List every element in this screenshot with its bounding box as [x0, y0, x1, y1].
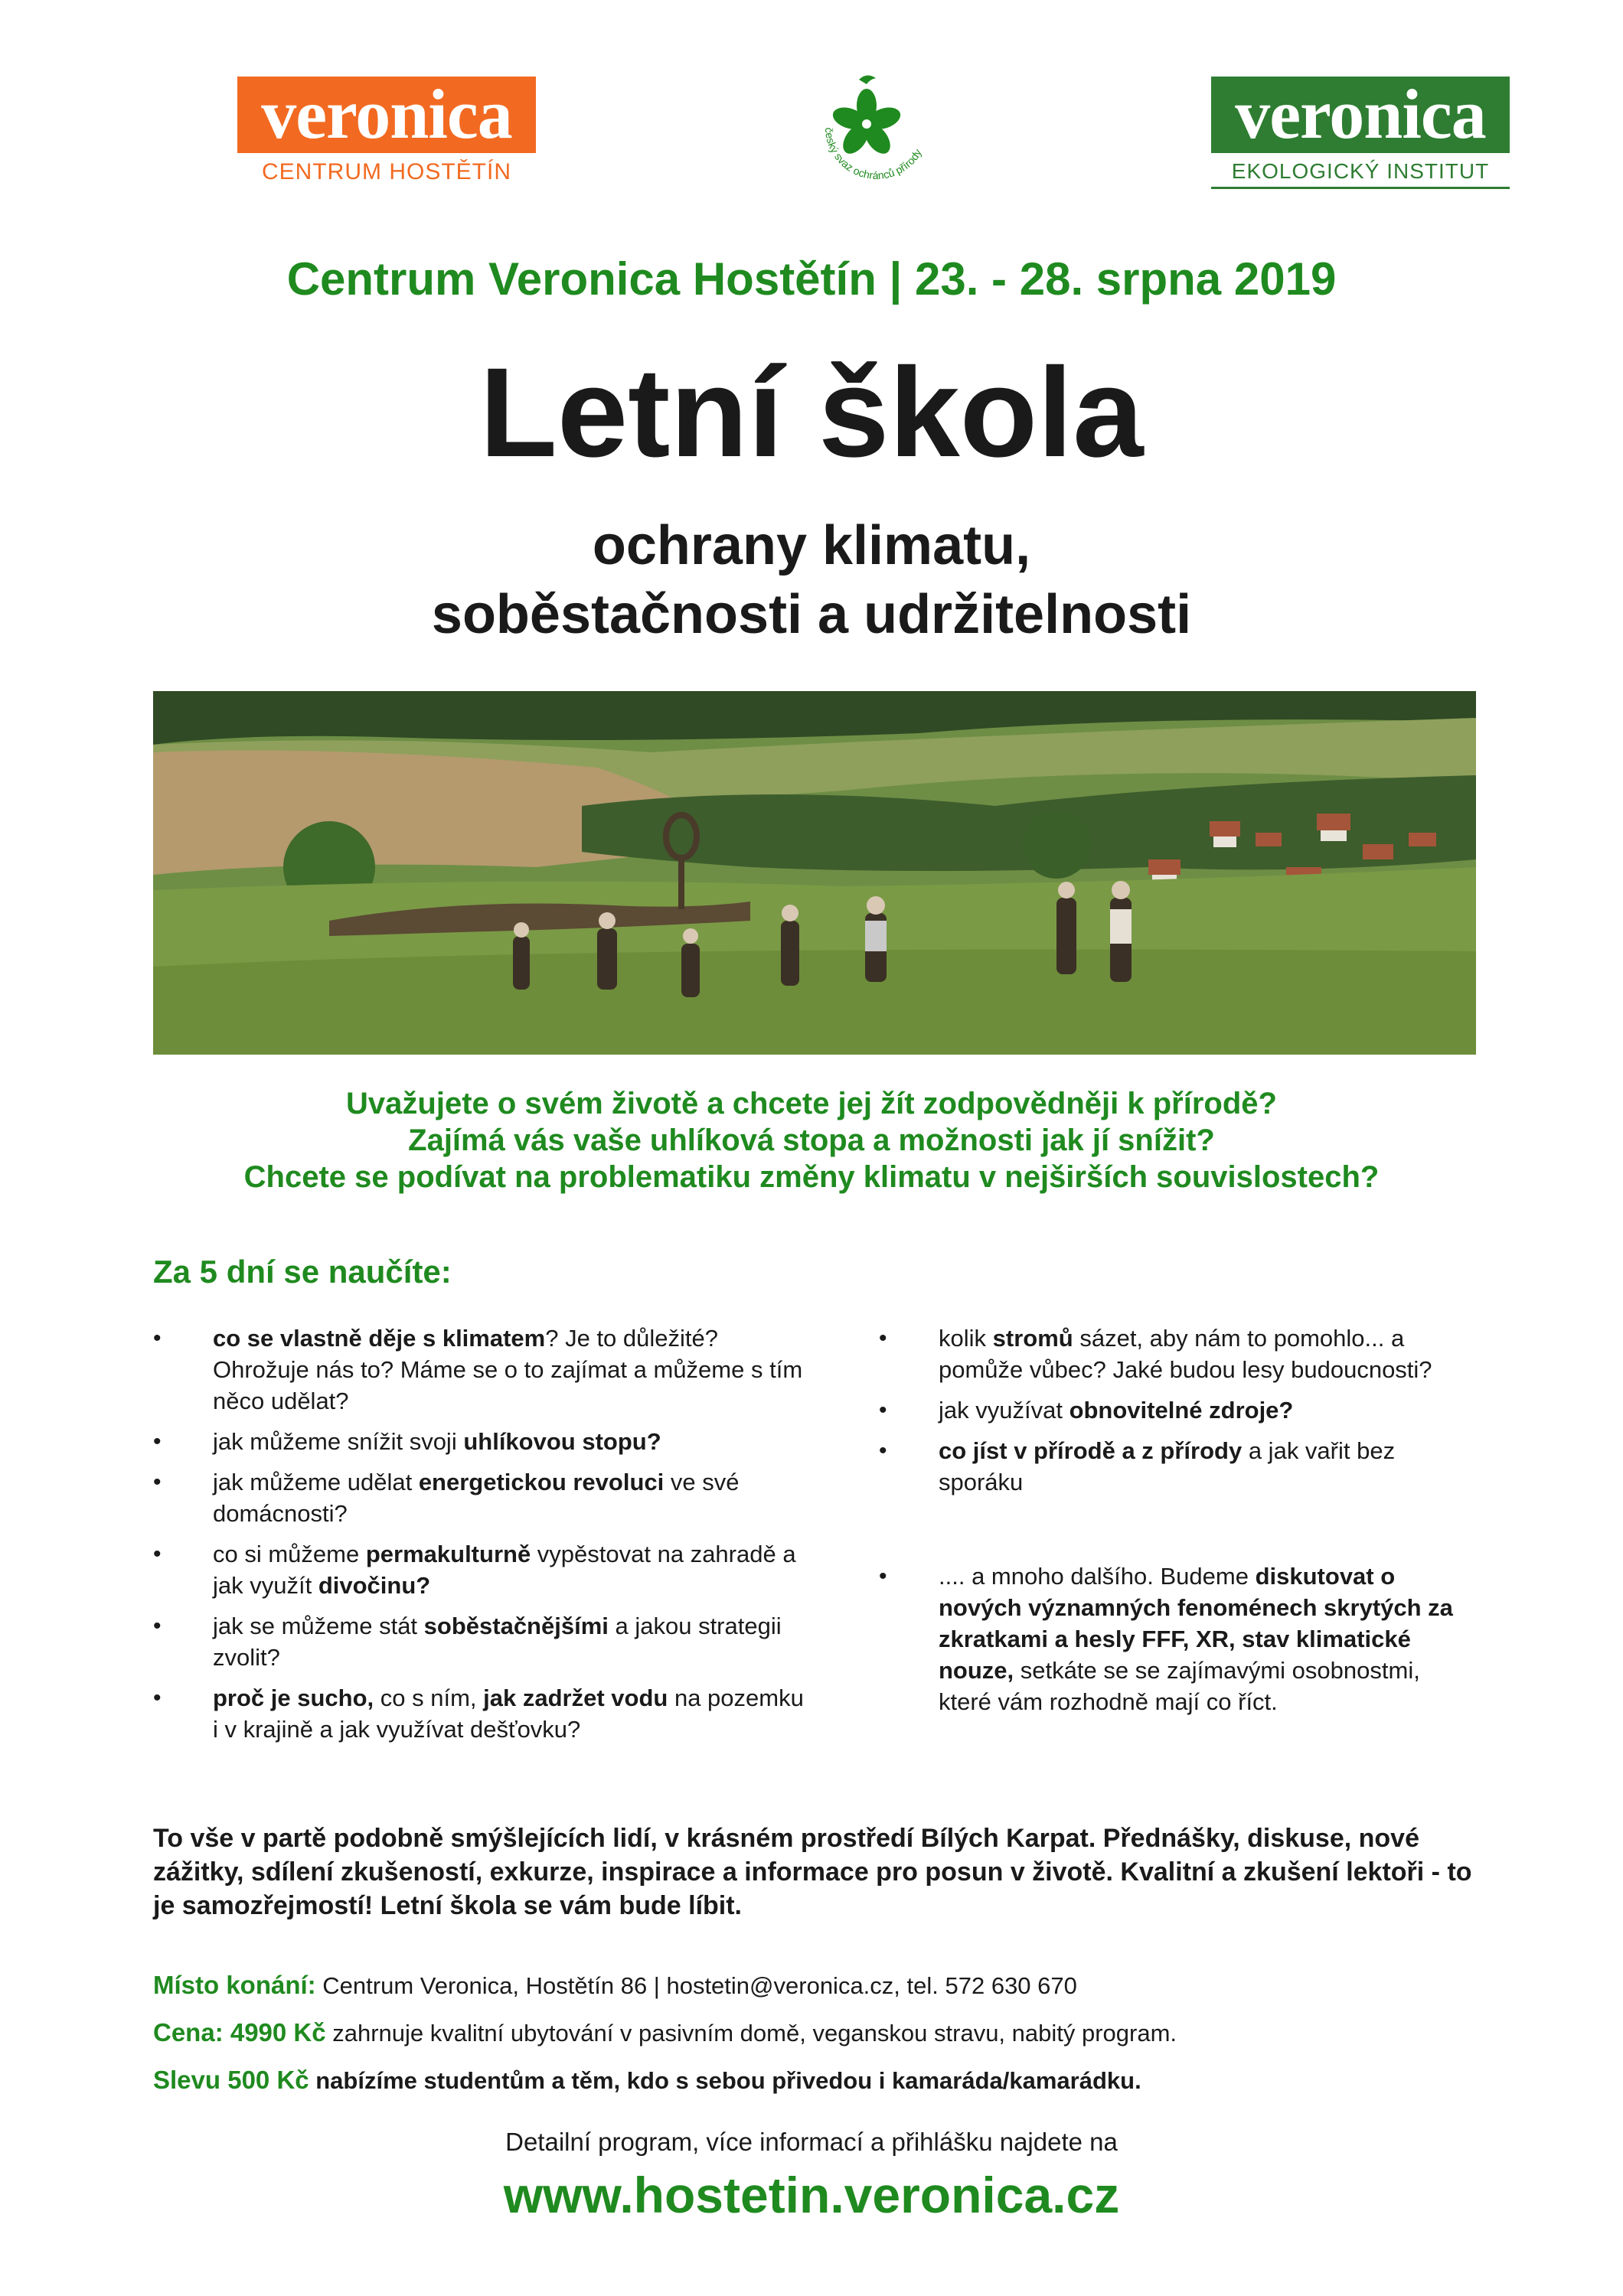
list-item: • .... a mnoho dalšího. Budeme diskutovat o nových významných fenoménech skrytých za zkratkami a hesly FFF, XR, stav klimatické nouze, setkáte se se zajímavými osobnostmi, které vám rozhodně mají co říct. — [879, 1561, 1476, 1717]
event-dateline: Centrum Veronica Hostětín | 23. - 28. srpna 2019 — [286, 253, 1337, 305]
learn-list-right — [879, 1322, 1476, 1727]
info-place — [153, 1971, 1077, 2000]
price-label: Cena: 4990 Kč — [153, 2018, 326, 2047]
footer-detail: Detailní program, více informací a přihlášku najdete na — [505, 2128, 1118, 2156]
logo-left-subtitle: CENTRUM HOSTĚTÍN — [262, 159, 511, 184]
together-paragraph: To vše v partě podobně smýšlejících lidí, v krásném prostředí Bílých Karpat. Přednášky, diskuse, nové zážitky, sdílení zkušeností, exkurze, inspirace a informace pro posun v životě. Kvalitní a zkušení lektoři - to je samozřejmostí! Letní škola se vám bude líbit. — [153, 1824, 1472, 1920]
logo-ekologicky-institut — [1211, 77, 1510, 189]
list-item: • jak využívat obnovitelné zdroje? — [879, 1394, 1476, 1426]
price-text: zahrnuje kvalitní ubytování v pasivním domě, veganskou stravu, nabitý program. — [332, 2020, 1177, 2047]
logo-csop — [812, 70, 942, 185]
info-discount — [153, 2066, 1141, 2095]
question-3: Chcete se podívat na problematiku změny klimatu v nejširších souvislostech? — [243, 1160, 1380, 1194]
discount-label: Slevu 500 Kč — [153, 2066, 309, 2094]
logo-centrum-hostetin — [237, 77, 536, 185]
logo-right-subtitle: EKOLOGICKÝ INSTITUT — [1211, 159, 1510, 189]
place-text: Centrum Veronica, Hostětín 86 | hostetin@veronica.cz, tel. 572 630 670 — [322, 1972, 1077, 1999]
info-price — [153, 2018, 1177, 2047]
logo-left-wordmark: veronica — [237, 77, 536, 153]
subtitle-line-2: soběstačnosti a udržitelnosti — [431, 584, 1192, 645]
list-item: • jak se můžeme stát soběstačnějšími a jakou strategii zvolit? — [153, 1610, 812, 1673]
question-2: Zajímá vás vaše uhlíková stopa a možnosti jak jí snížit? — [408, 1124, 1215, 1157]
logo-right-wordmark: veronica — [1211, 77, 1510, 153]
list-item: • co si můžeme permakulturně vypěstovat na zahradě a jak využít divočinu? — [153, 1538, 812, 1601]
subtitle-line-1: ochrany klimatu, — [592, 515, 1031, 576]
question-1: Uvažujete o svém životě a chcete jej žít zodpovědněji k přírodě? — [346, 1087, 1277, 1120]
flower-logo-icon — [812, 70, 942, 185]
discount-text: nabízíme studentům a těm, kdo s sebou přivedou i kamaráda/kamarádku. — [315, 2067, 1141, 2094]
logo-mid-text: český svaz ochránců přírody — [822, 127, 924, 182]
page-title: Letní škola — [479, 342, 1144, 484]
learn-list-left — [153, 1322, 812, 1754]
list-item: • kolik stromů sázet, aby nám to pomohlo... a pomůže vůbec? Jaké budou lesy budoucnosti? — [879, 1322, 1476, 1385]
list-item: • jak můžeme snížit svoji uhlíkovou stopu? — [153, 1426, 812, 1457]
list-item: • jak můžeme udělat energetickou revoluci ve své domácnosti? — [153, 1466, 812, 1529]
intro-questions — [0, 1085, 1623, 1195]
list-item: • co se vlastně děje s klimatem? Je to důležité? Ohrožuje nás to? Máme se o to zajímat a můžeme s tím něco udělat? — [153, 1322, 812, 1417]
website-link[interactable]: www.hostetin.veronica.cz — [503, 2167, 1120, 2223]
place-label: Místo konání: — [153, 1971, 316, 1999]
list-item: • proč je sucho, co s ním, jak zadržet vodu na pozemku i v krajině a jak využívat dešťovku? — [153, 1682, 812, 1745]
page-subtitle — [0, 511, 1623, 649]
list-item: • co jíst v přírodě a z přírody a jak vařit bez sporáku — [879, 1435, 1476, 1498]
learn-heading: Za 5 dní se naučíte: — [153, 1254, 452, 1290]
landscape-photo — [153, 691, 1476, 1055]
